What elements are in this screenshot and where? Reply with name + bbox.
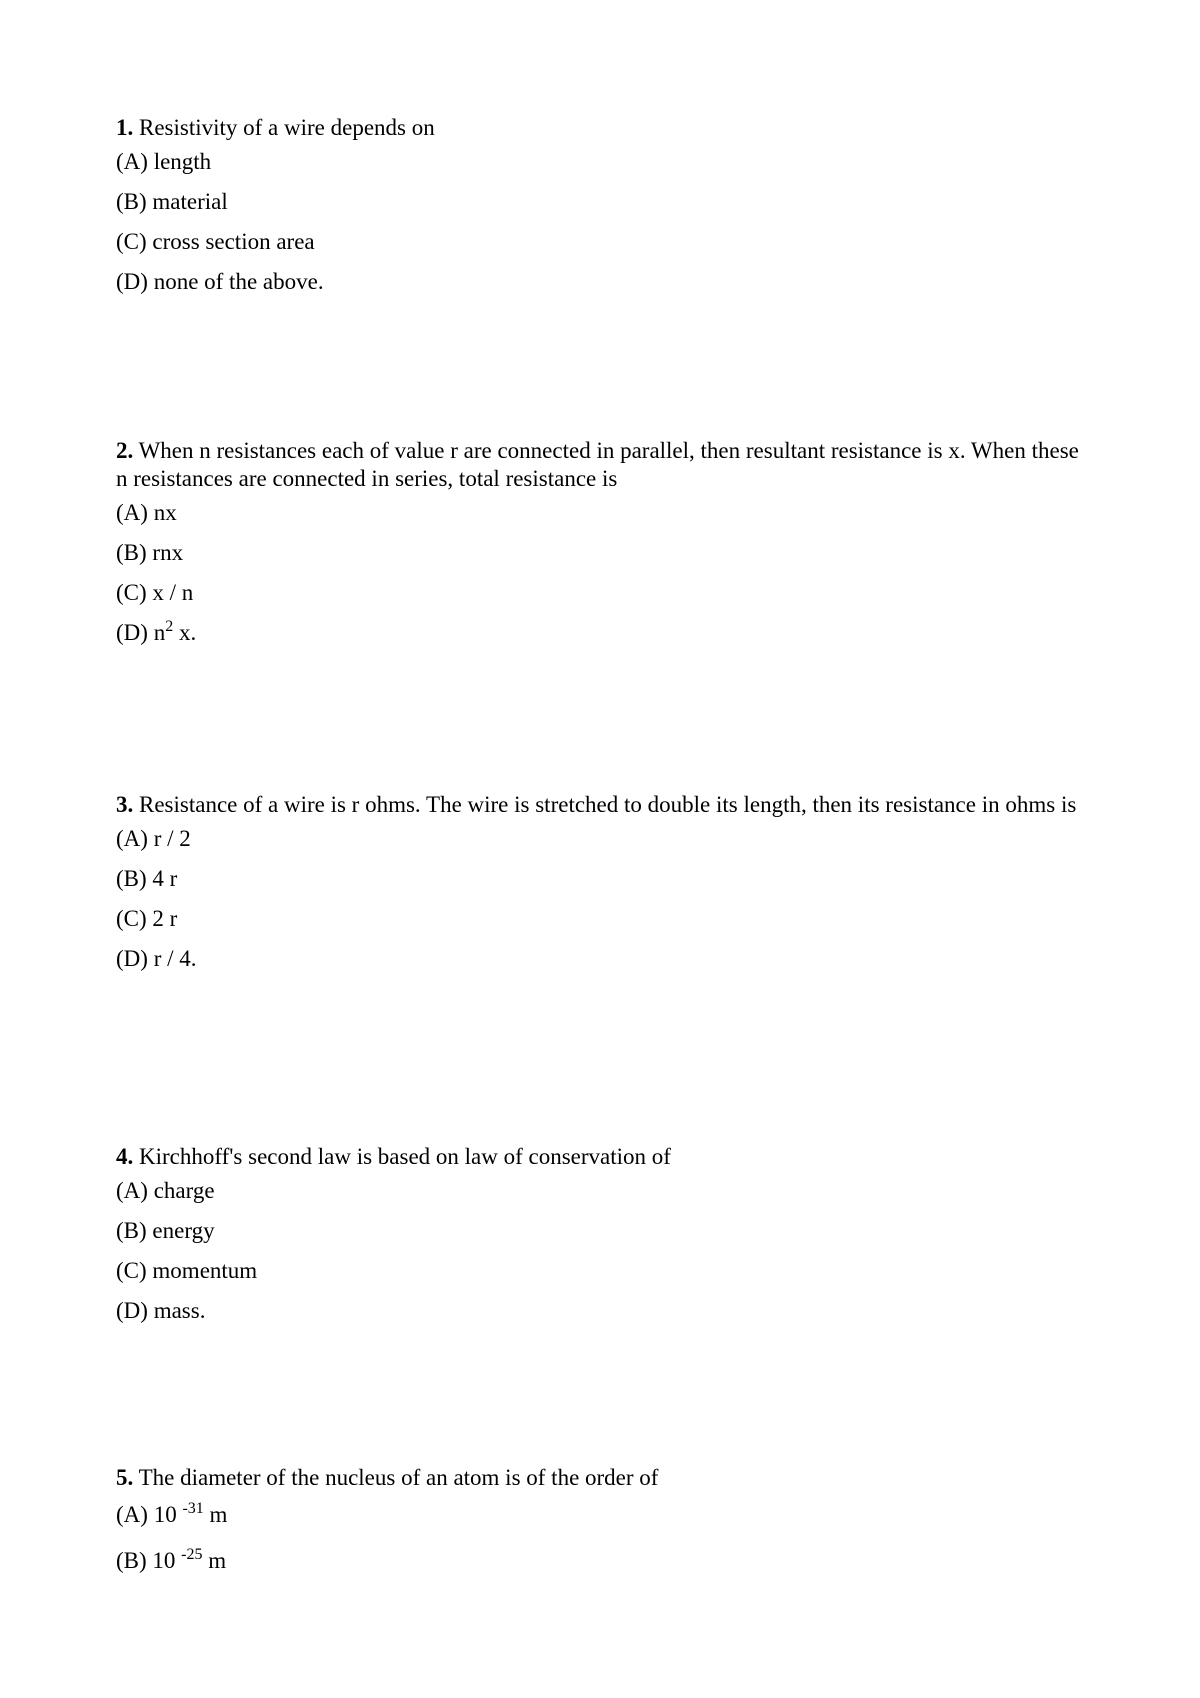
option-label: (D) <box>116 269 148 294</box>
question-text: Resistance of a wire is r ohms. The wire is stretched to double its length, then its resistance in ohms is <box>139 792 1077 817</box>
option-a <box>116 1171 1096 1211</box>
option-d <box>116 262 1096 302</box>
option-a <box>116 1492 1096 1538</box>
option-text: length <box>153 149 212 174</box>
question-number: 1. <box>116 115 134 140</box>
question-stem <box>116 437 1096 493</box>
option-b <box>116 1538 1096 1584</box>
option-label: (A) <box>116 826 148 851</box>
question-4 <box>116 1143 1096 1331</box>
option-label: (B) <box>116 540 147 565</box>
option-c <box>116 573 1096 613</box>
question-stem <box>116 1143 1096 1171</box>
option-exponent: -25 <box>181 1546 203 1563</box>
option-label: (D) <box>116 1298 148 1323</box>
option-suffix: x. <box>173 620 197 645</box>
option-text: rnx <box>152 540 184 565</box>
option-text: 2 r <box>152 906 178 931</box>
option-text: r / 4. <box>153 946 197 971</box>
option-text: nx <box>153 500 177 525</box>
option-b <box>116 859 1096 899</box>
option-base: 10 <box>152 1548 182 1573</box>
option-label: (B) <box>116 1548 147 1573</box>
option-text: x / n <box>152 580 194 605</box>
option-d <box>116 1291 1096 1331</box>
option-label: (B) <box>116 1218 147 1243</box>
option-d <box>116 939 1096 979</box>
option-text: momentum <box>152 1258 258 1283</box>
option-exponent: -31 <box>182 1500 204 1517</box>
question-text: The diameter of the nucleus of an atom is of the order of <box>138 1465 659 1490</box>
question-2 <box>116 437 1096 653</box>
option-d <box>116 613 1096 653</box>
option-a <box>116 142 1096 182</box>
option-a <box>116 819 1096 859</box>
question-stem <box>116 114 1096 142</box>
option-text: none of the above. <box>153 269 324 294</box>
option-label: (D) <box>116 620 148 645</box>
option-c <box>116 222 1096 262</box>
question-number: 4. <box>116 1144 134 1169</box>
option-label: (A) <box>116 149 148 174</box>
option-text: charge <box>153 1178 215 1203</box>
option-text: 4 r <box>152 866 178 891</box>
option-base: n <box>153 620 166 645</box>
option-a <box>116 493 1096 533</box>
option-text: r / 2 <box>153 826 191 851</box>
option-label: (C) <box>116 580 147 605</box>
option-b <box>116 182 1096 222</box>
option-label: (A) <box>116 500 148 525</box>
question-5 <box>116 1464 1096 1584</box>
question-text: Resistivity of a wire depends on <box>139 115 435 140</box>
option-text: mass. <box>153 1298 206 1323</box>
question-stem <box>116 791 1096 819</box>
question-stem <box>116 1464 1096 1492</box>
option-c <box>116 1251 1096 1291</box>
option-c <box>116 899 1096 939</box>
option-b <box>116 1211 1096 1251</box>
question-text: When n resistances each of value r are connected in parallel, then resultant resistance is x. When these n resistances are connected in series, total resistance is <box>116 438 1079 491</box>
option-label: (A) <box>116 1178 148 1203</box>
question-number: 5. <box>116 1465 134 1490</box>
option-b <box>116 533 1096 573</box>
option-text: cross section area <box>152 229 315 254</box>
option-suffix: m <box>202 1548 227 1573</box>
option-label: (B) <box>116 866 147 891</box>
option-label: (C) <box>116 906 147 931</box>
question-number: 2. <box>116 438 134 463</box>
option-label: (B) <box>116 189 147 214</box>
option-suffix: m <box>203 1502 228 1527</box>
option-label: (C) <box>116 1258 147 1283</box>
option-exponent: 2 <box>165 618 174 635</box>
option-label: (C) <box>116 229 147 254</box>
option-label: (D) <box>116 946 148 971</box>
option-text: energy <box>152 1218 215 1243</box>
question-text: Kirchhoff's second law is based on law of conservation of <box>139 1144 671 1169</box>
option-base: 10 <box>153 1502 183 1527</box>
question-1 <box>116 114 1096 302</box>
question-3 <box>116 791 1096 979</box>
option-text: material <box>152 189 228 214</box>
option-label: (A) <box>116 1502 148 1527</box>
question-number: 3. <box>116 792 134 817</box>
